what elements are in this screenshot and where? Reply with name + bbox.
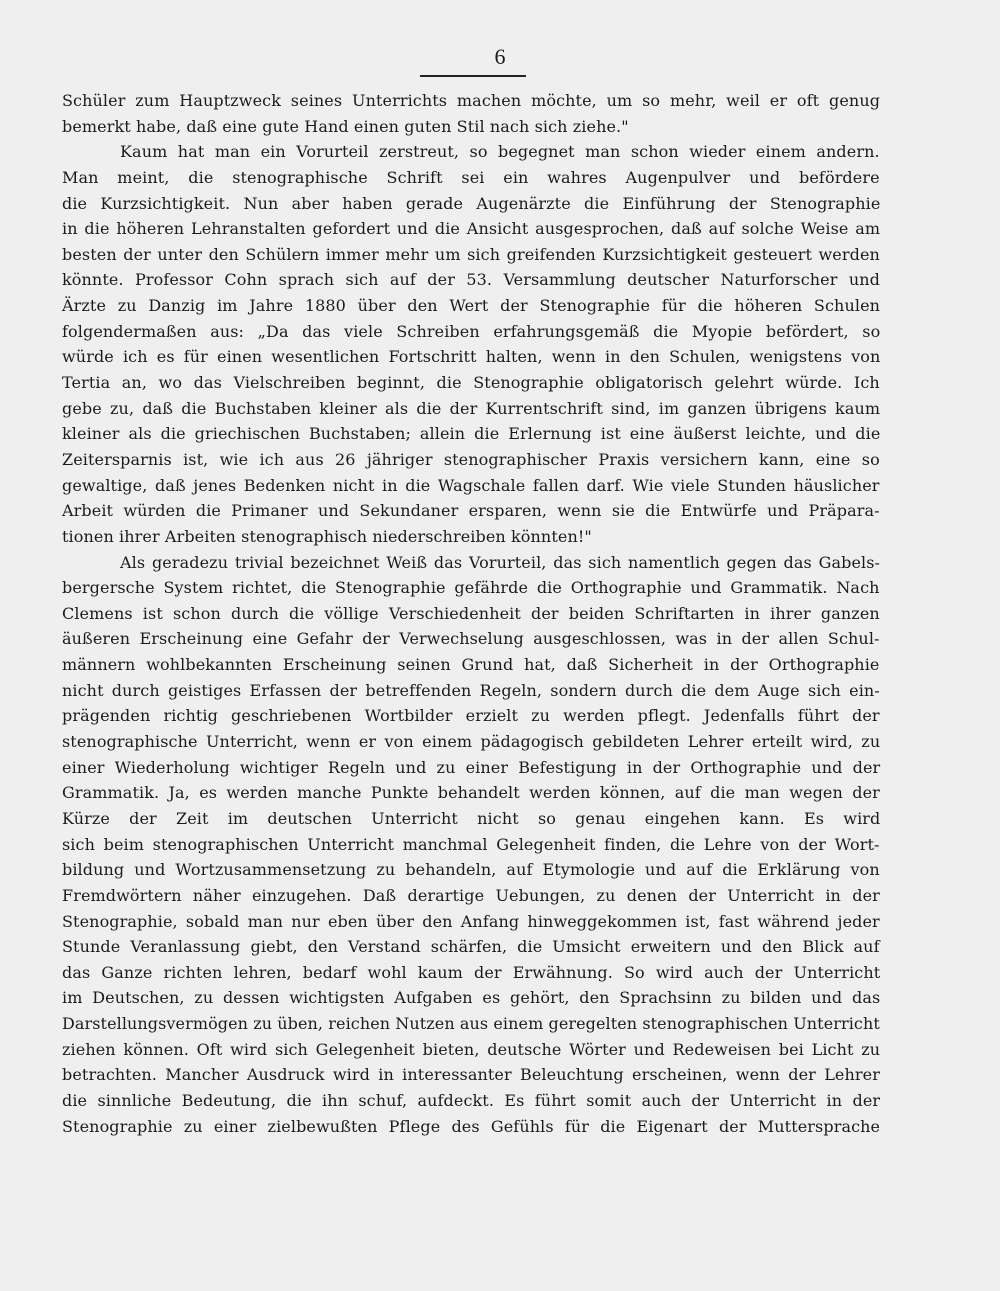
- text-line: einer Wiederholung wichtiger Regeln und zu einer Befestigung in der Orthographie und der: [62, 757, 881, 777]
- text-line: Tertia an, wo das Vielschreiben beginnt, die Stenographie obligatorisch gelehrt würde. Ich: [62, 373, 880, 393]
- text-line: betrachten. Mancher Ausdruck wird in interessanter Beleuchtung erscheinen, wenn der Lehrer: [62, 1065, 880, 1085]
- text-line: würde ich es für einen wesentlichen Fortschritt halten, wenn in den Schulen, wenigstens von: [62, 347, 881, 367]
- text-line: prägenden richtig geschriebenen Wortbilder erzielt zu werden pflegt. Jedenfalls führt der: [62, 706, 880, 726]
- text-line: männern wohlbekannten Erscheinung seinen Grund hat, daß Sicherheit in der Orthographie: [62, 655, 880, 675]
- text-line: das Ganze richten lehren, bedarf wohl kaum der Erwähnung. So wird auch der Unterricht: [62, 962, 881, 982]
- text-line: Clemens ist schon durch die völlige Verschiedenheit der beiden Schriftarten in ihrer ganzen: [62, 603, 880, 623]
- text-line: gebe zu, daß die Buchstaben kleiner als die der Kurrentschrift sind, im ganzen übrigens kaum: [62, 398, 881, 418]
- text-line: Schüler zum Hauptzweck seines Unterrichts machen möchte, um so mehr, weil er oft genug: [62, 91, 881, 110]
- text-line: Stunde Veranlassung giebt, den Verstand schärfen, die Umsicht erweitern und den Blick auf: [62, 937, 880, 957]
- page-number: 6: [494, 44, 506, 69]
- text-line: die Kurzsichtigkeit. Nun aber haben gerade Augenärzte die Einführung der Stenographie: [62, 193, 881, 213]
- text-line: äußeren Erscheinung eine Gefahr der Verwechselung ausgeschlossen, was in der allen Schul-: [62, 629, 880, 649]
- text-line: tionen ihrer Arbeiten stenographisch niederschreiben könnten!": [62, 526, 592, 546]
- text-line: Grammatik. Ja, es werden manche Punkte behandelt werden können, auf die man wegen der: [62, 783, 880, 803]
- text-line: Arbeit würden die Primaner und Sekundaner ersparen, wenn sie die Entwürfe und Präpara-: [62, 501, 880, 521]
- text-line: Fremdwörtern näher einzugehen. Daß derartige Uebungen, zu denen der Unterricht in der: [62, 885, 880, 905]
- text-line: gewaltige, daß jenes Bedenken nicht in die Wagschale fallen darf. Wie viele Stunden häuslicher: [62, 475, 880, 495]
- text-line: Ärzte zu Danzig im Jahre 1880 über den Wert der Stenographie für die höheren Schulen: [62, 296, 881, 316]
- text-line: bergersche System richtet, die Stenographie gefährde die Orthographie und Grammatik. Nach: [62, 578, 880, 598]
- text-line: die sinnliche Bedeutung, die ihn schuf, aufdeckt. Es führt somit auch der Unterricht in der: [62, 1090, 881, 1110]
- text-line: kleiner als die griechischen Buchstaben; allein die Erlernung ist eine äußerst leichte, und die: [62, 424, 881, 444]
- text-line: bildung und Wortzusammensetzung zu behandeln, auf Etymologie und auf die Erklärung von: [62, 860, 880, 880]
- text-line: sich beim stenographischen Unterricht manchmal Gelegenheit finden, die Lehre von der Wort-: [62, 834, 880, 854]
- text-line: ziehen können. Oft wird sich Gelegenheit bieten, deutsche Wörter und Redeweisen bei Licht zu: [62, 1039, 881, 1059]
- text-line: in die höheren Lehranstalten gefordert und die Ansicht ausgesprochen, daß auf solche Weise am: [62, 219, 881, 239]
- text-line: Kürze der Zeit im deutschen Unterricht nicht so genau eingehen kann. Es wird: [62, 808, 881, 828]
- text-line: Stenographie zu einer zielbewußten Pflege des Gefühls für die Eigenart der Muttersprache: [62, 1116, 881, 1136]
- text-line: stenographische Unterricht, wenn er von einem pädagogisch gebildeten Lehrer erteilt wird, zu: [62, 732, 881, 752]
- text-line: folgendermaßen aus: „Da das viele Schreiben erfahrungsgemäß die Myopie befördert, so: [62, 321, 881, 341]
- text-line: könnte. Professor Cohn sprach sich auf der 53. Versammlung deutscher Naturforscher und: [62, 270, 881, 290]
- text-line: Stenographie, sobald man nur eben über den Anfang hinweggekommen ist, fast während jeder: [62, 911, 880, 931]
- text-line: Als geradezu trivial bezeichnet Weiß das Vorurteil, das sich namentlich gegen das Gabels-: [120, 552, 881, 572]
- body-text: [62, 88, 880, 1139]
- text-line: Darstellungsvermögen zu üben, reichen Nutzen aus einem geregelten stenographischen Unterricht: [62, 1014, 880, 1034]
- text-line: Man meint, die stenographische Schrift sei ein wahres Augenpulver und befördere: [62, 167, 880, 187]
- text-line: besten der unter den Schülern immer mehr um sich greifenden Kurzsichtigkeit gesteuert werden: [62, 244, 880, 264]
- header-rule: [420, 75, 526, 77]
- text-line: Zeitersparnis ist, wie ich aus 26 jähriger stenographischer Praxis versichern kann, eine so: [62, 449, 880, 469]
- text-line: bemerkt habe, daß eine gute Hand einen guten Stil nach sich ziehe.": [62, 116, 629, 136]
- text-line: nicht durch geistiges Erfassen der betreffenden Regeln, sondern durch die dem Auge sich ein-: [62, 680, 880, 700]
- text-line: Kaum hat man ein Vorurteil zerstreut, so begegnet man schon wieder einem andern.: [120, 142, 880, 162]
- text-line: im Deutschen, zu dessen wichtigsten Aufgaben es gehört, den Sprachsinn zu bilden und das: [62, 988, 881, 1008]
